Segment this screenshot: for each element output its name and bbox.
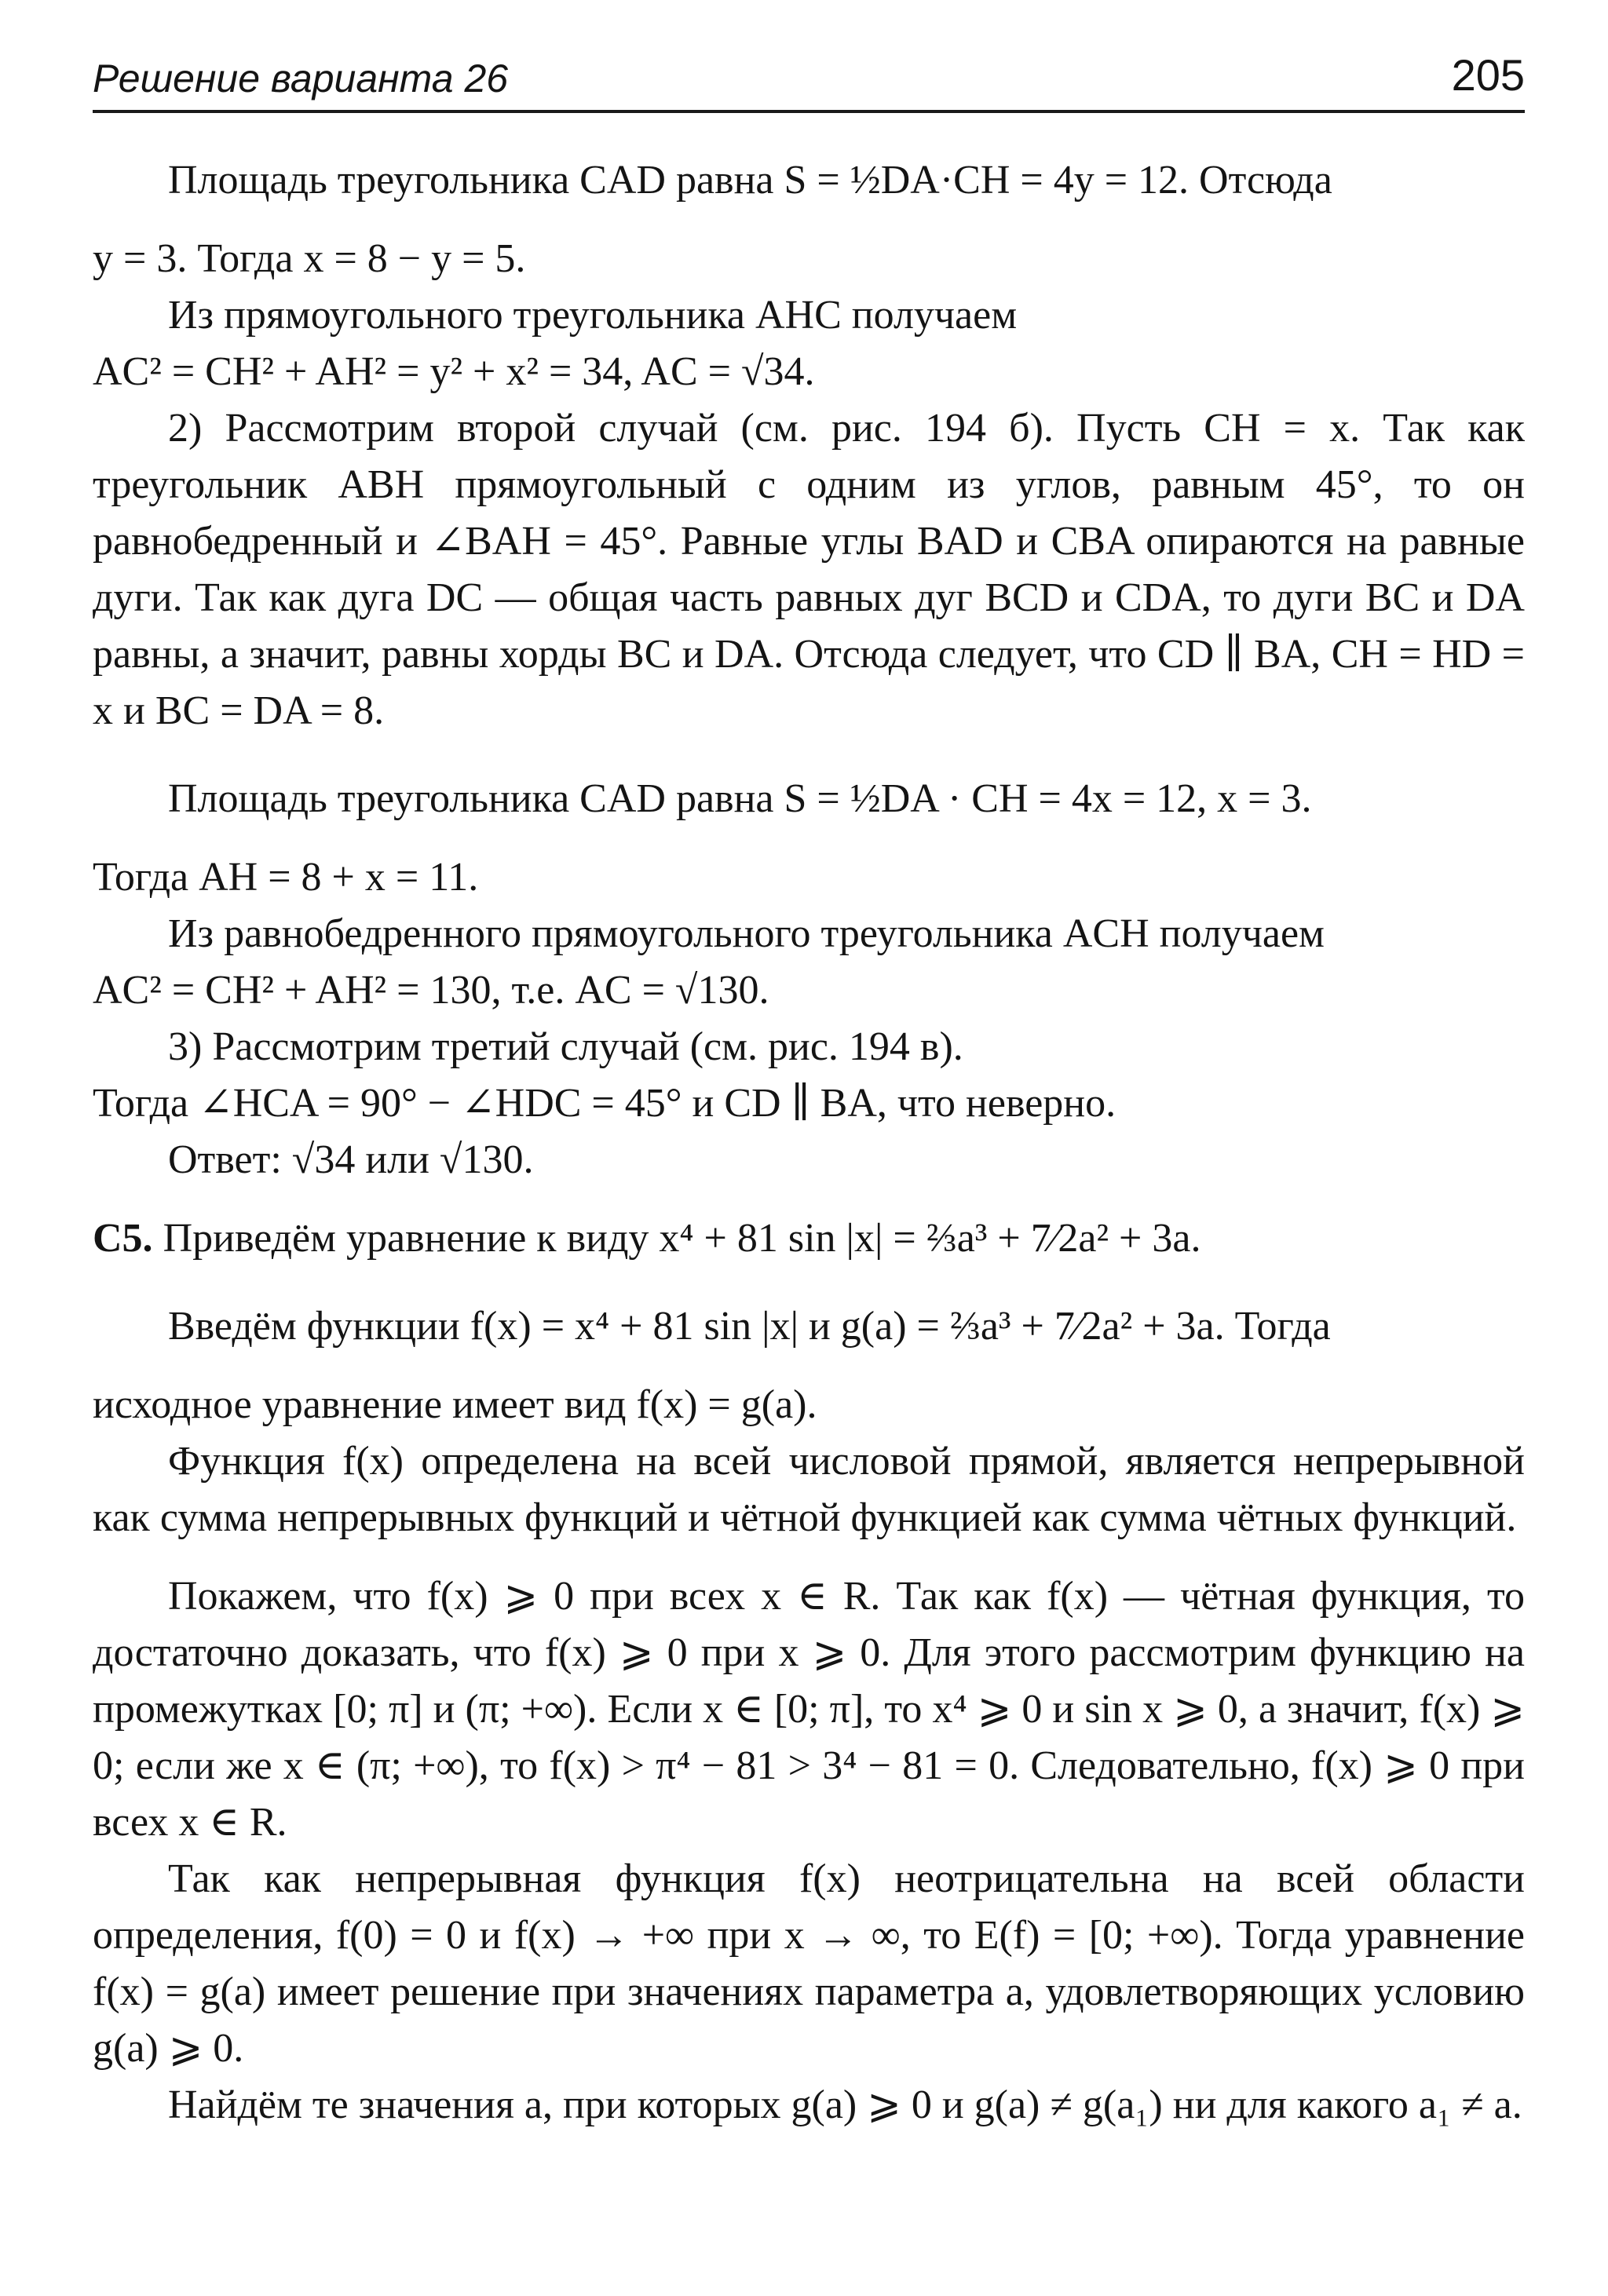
- page-number: 205: [1451, 50, 1525, 100]
- paragraph-text: AC² = CH² + AH² = 130, т.е. AC = √130.: [93, 968, 769, 1013]
- paragraph: [93, 1298, 1525, 1355]
- paragraph: [93, 1377, 1525, 1433]
- paragraph-text: Функция f(x) определена на всей числовой прямой, является непрерывной как сумма непрерывных функций и чётной функцией как сумма чётных функций.: [93, 1439, 1525, 1540]
- paragraph: [93, 400, 1525, 739]
- paragraph-text: Тогда ∠HCA = 90° − ∠HDC = 45° и CD ∥ BA, что неверно.: [93, 1081, 1116, 1126]
- paragraph-text: Площадь треугольника CAD равна S = ½DA · CH = 4x = 12, x = 3.: [168, 776, 1312, 821]
- paragraph: [93, 906, 1525, 962]
- paragraph-text: Введём функции f(x) = x⁴ + 81 sin |x| и g(a) = ⅔a³ + 7⁄2a² + 3a. Тогда: [168, 1304, 1331, 1349]
- paragraph-text: Из равнобедренного прямоугольного треугольника ACH получаем: [168, 911, 1325, 956]
- page-header: [93, 47, 1525, 113]
- paragraph: [93, 287, 1525, 344]
- paragraph: [93, 962, 1525, 1019]
- paragraph: [93, 771, 1525, 827]
- paragraph-text: Так как непрерывная функция f(x) неотрицательна на всей области определения, f(0) = 0 и f(x) → +∞ при x → ∞, то E(f) = [0; +∞). Тогда уравнение f(x) = g(a) имеет решение при значениях параметра a, удовлетворяющих условию g(a) ⩾ 0.: [93, 1856, 1525, 2071]
- paragraph-text: y = 3. Тогда x = 8 − y = 5.: [93, 236, 526, 281]
- paragraph: [93, 2077, 1525, 2134]
- paragraph: [93, 1019, 1525, 1075]
- paragraph-text: 3) Рассмотрим третий случай (см. рис. 194 в).: [168, 1024, 963, 1069]
- paragraph: [93, 849, 1525, 906]
- paragraph-text: Найдём те значения a, при которых g(a) ⩾ 0 и g(a) ≠ g(a₁) ни для какого a₁ ≠ a.: [168, 2082, 1522, 2127]
- paragraph-text: Из прямоугольного треугольника AHC получаем: [168, 293, 1018, 338]
- paragraph-text: 2) Рассмотрим второй случай (см. рис. 194 б). Пусть CH = x. Так как треугольник ABH прямоугольный с одним из углов, равным 45°, то он равнобедренный и ∠BAH = 45°. Равные углы BAD и CBA опираются на равные дуги. Так как дуга DC — общая часть равных дуг BCD и CDA, то дуги BC и DA равны, а значит, равны хорды BC и DA. Отсюда следует, что CD ∥ BA, CH = HD = x и BC = DA = 8.: [93, 406, 1525, 733]
- problem-label: C5.: [93, 1216, 153, 1261]
- paragraph-text: Приведём уравнение к виду x⁴ + 81 sin |x| = ⅔a³ + 7⁄2a² + 3a.: [152, 1216, 1201, 1261]
- paragraph: [93, 1568, 1525, 1851]
- paragraph: [93, 1132, 1525, 1188]
- paragraph-text: AC² = CH² + AH² = y² + x² = 34, AC = √34.: [93, 349, 815, 394]
- paragraph: [93, 152, 1525, 209]
- running-title: Решение варианта 26: [93, 57, 509, 100]
- paragraph: [93, 1433, 1525, 1546]
- paragraph: [93, 1075, 1525, 1132]
- page-body: [93, 152, 1525, 2134]
- paragraph: [93, 231, 1525, 287]
- paragraph-text: исходное уравнение имеет вид f(x) = g(a).: [93, 1382, 817, 1427]
- paragraph: [93, 1851, 1525, 2077]
- paragraph: [93, 1210, 1525, 1267]
- paragraph-text: Ответ: √34 или √130.: [168, 1137, 534, 1182]
- paragraph: [93, 344, 1525, 400]
- paragraph-text: Площадь треугольника CAD равна S = ½DA·CH = 4y = 12. Отсюда: [168, 158, 1332, 203]
- book-page: [93, 47, 1525, 2276]
- paragraph-text: Тогда AH = 8 + x = 11.: [93, 855, 479, 900]
- paragraph-text: Покажем, что f(x) ⩾ 0 при всех x ∈ R. Так как f(x) — чётная функция, то достаточно доказать, что f(x) ⩾ 0 при x ⩾ 0. Для этого рассмотрим функцию на промежутках [0; π] и (π; +∞). Если x ∈ [0; π], то x⁴ ⩾ 0 и sin x ⩾ 0, а значит, f(x) ⩾ 0; если же x ∈ (π; +∞), то f(x) > π⁴ − 81 > 3⁴ − 81 = 0. Следовательно, f(x) ⩾ 0 при всех x ∈ R.: [93, 1574, 1525, 1845]
